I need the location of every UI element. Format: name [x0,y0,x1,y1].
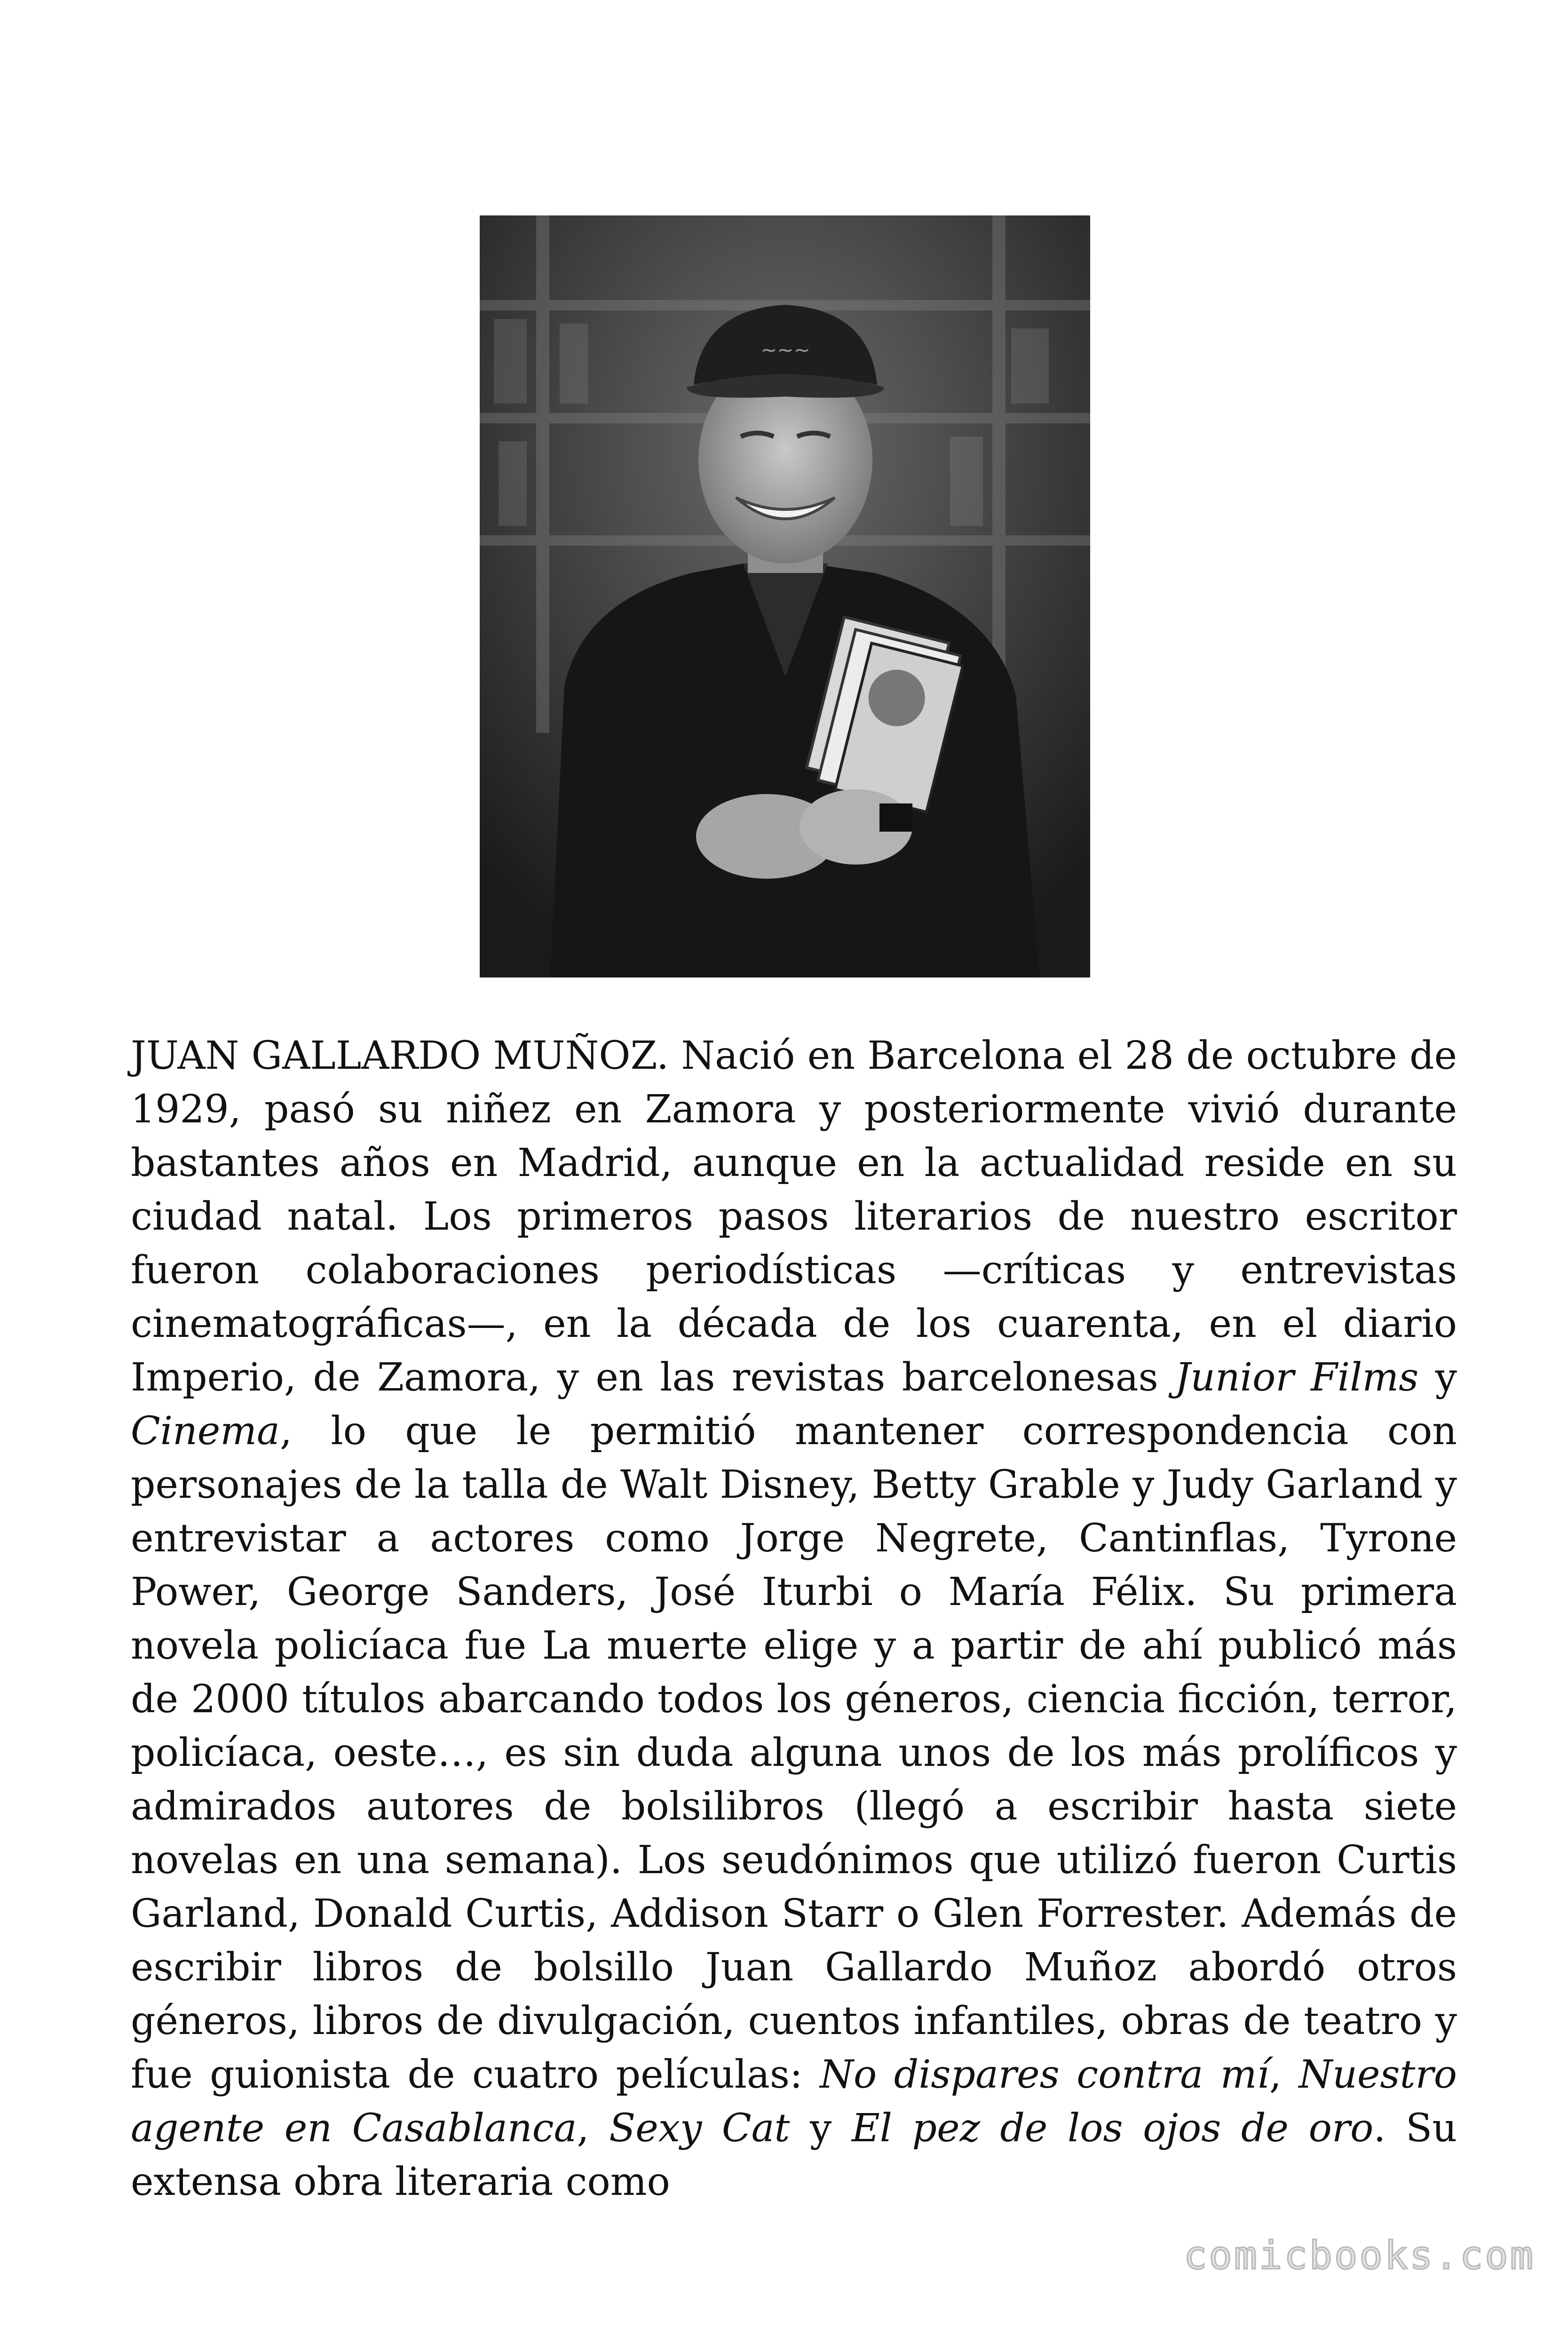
svg-text:~~~: ~~~ [760,338,810,361]
watermark: comicbooks.com [1183,2233,1535,2278]
bio-text: JUAN GALLARDO MUÑOZ. Nació en Barcelona el 28 de octubre de 1929, pasó su niñez en Zamora y posteriormente vivió durante bastantes años en Madrid, aunque en la actualidad reside en su ciudad natal. Los primeros pasos literarios de nuestro escritor fueron colaboraciones periodísticas —críticas y entrevistas cinematográficas—, en la década de los cuarenta, en el diario Imperio, de Zamora, y en las revistas barcelonesas [131,1033,1457,1400]
bio-title-italic: Junior Films [1175,1355,1419,1400]
bio-text: , [577,2106,610,2151]
bio-title-italic: Nuestro agente en Casablanca [131,2052,1457,2151]
bio-text: , lo que le permitió mantener correspondencia con personajes de la talla de Walt Disney, Betty Grable y Judy Garland y entrevistar a actores como Jorge Negrete, Cantinflas, Tyrone Power, George Sanders, José Iturbi o María Félix. Su primera novela policíaca fue La muerte elige y a partir de ahí publicó más de 2000 títulos abarcando todos los géneros, ciencia ficción, terror, policíaca, oeste…, es sin duda alguna unos de los más prolíficos y admirados autores de bolsilibros (llegó a escribir hasta siete novelas en una semana). Los seudónimos que utilizó fueron Curtis Garland, Donald Curtis, Addison Starr o Glen Forrester. Además de escribir libros de bolsillo Juan Gallardo Muñoz abordó otros géneros, libros de divulgación, cuentos infantiles, obras de teatro y fue guionista de cuatro películas: [131,1409,1457,2097]
bio-text: y [1418,1355,1457,1400]
bio-title-italic: No dispares contra mí [820,2052,1269,2097]
bio-text: , [1269,2052,1299,2097]
bio-text: y [790,2106,852,2151]
author-biography [131,1029,1457,2209]
bio-title-italic: El pez de los ojos de oro [851,2106,1374,2151]
bio-text: . Su extensa obra literaria como [131,2106,1457,2204]
bio-title-italic: Cinema [131,1409,280,1454]
author-photo-image [480,215,1090,977]
author-photo [480,215,1090,977]
bio-title-italic: Sexy Cat [609,2106,790,2151]
